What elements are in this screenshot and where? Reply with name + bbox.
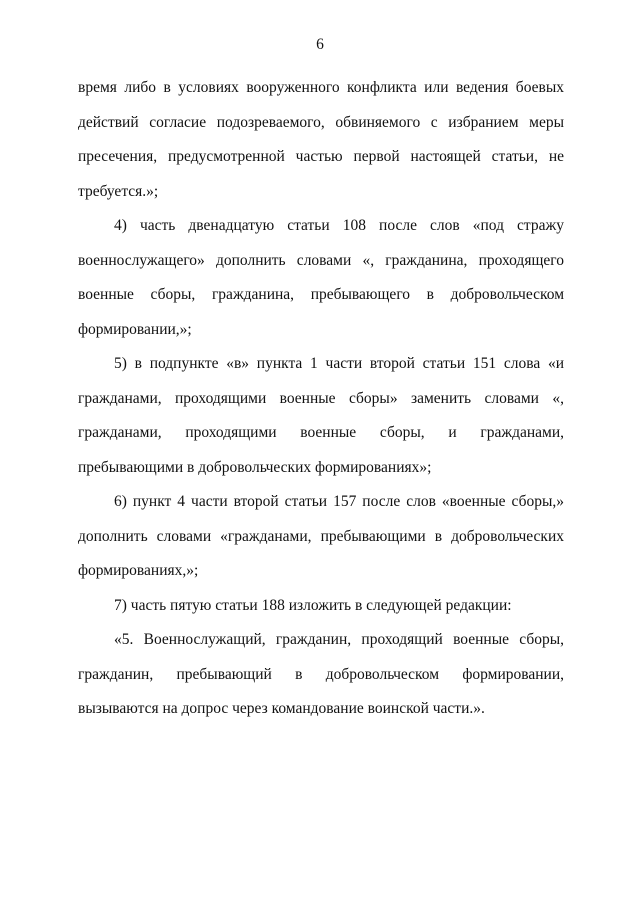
page-number: 6 xyxy=(316,36,324,53)
paragraph-item-6: 6) пункт 4 части второй статьи 157 после слов «военные сборы,» дополнить словами «гражданами, пребывающими в добровольческих формированиях,»; xyxy=(78,493,564,579)
paragraph-continuation: время либо в условиях вооруженного конфликта или ведения боевых действий согласие подозреваемого, обвиняемого с избранием меры пресечения, предусмотренной частью первой настоящей статьи, не требуется.»; xyxy=(78,79,564,200)
paragraph-item-5: 5) в подпункте «в» пункта 1 части второй статьи 151 слова «и гражданами, проходящими военные сборы» заменить словами «, гражданами, проходящими военные сборы, и гражданами, пребывающими в добровольческих формированиях»; xyxy=(78,355,564,476)
paragraph-item-7: 7) часть пятую статьи 188 изложить в следующей редакции: xyxy=(114,596,512,614)
document-body xyxy=(78,71,564,727)
paragraph-item-4: 4) часть двенадцатую статьи 108 после слов «под стражу военнослужащего» дополнить словами «, гражданина, проходящего военные сборы, гражданина, пребывающего в добровольческом формировании,»; xyxy=(78,217,564,338)
paragraph-quoted-text: «5. Военнослужащий, гражданин, проходящий военные сборы, гражданин, пребывающий в добровольческом формировании, вызываются на допрос через командование воинской части.». xyxy=(78,631,564,717)
